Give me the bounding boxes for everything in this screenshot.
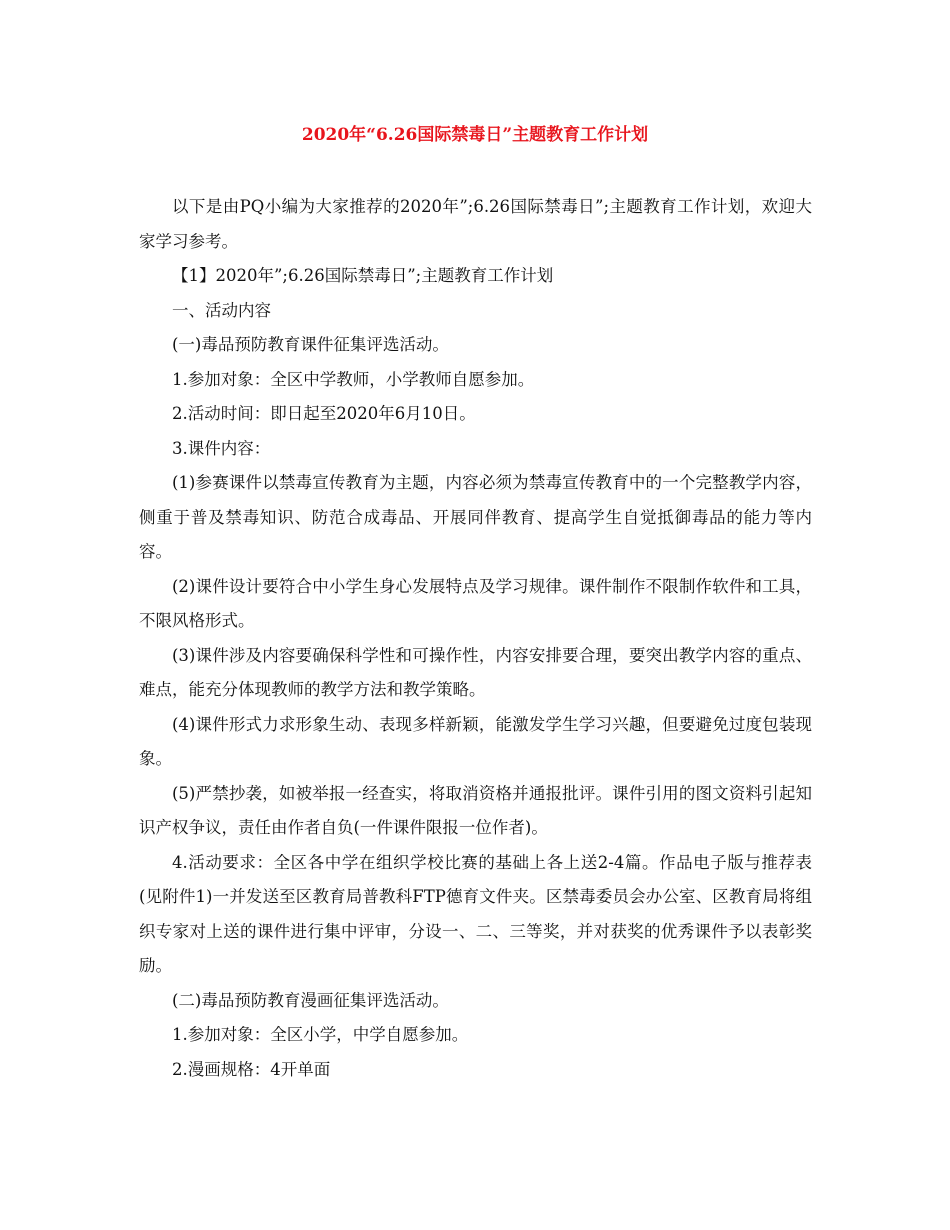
section-heading-1: 【1】2020年”;6.26国际禁毒日”;主题教育工作计划 xyxy=(172,266,554,285)
list-item-comic-participants: 1.参加对象：全区小学，中学自愿参加。 xyxy=(172,1025,469,1044)
list-item-content-2: (2)课件设计要符合中小学生身心发展特点及学习规律。课件制作不限制作软件和工具，不限风格形式。 xyxy=(139,576,812,630)
document-body xyxy=(139,190,812,1087)
list-item-content-3: (3)课件涉及内容要确保科学性和可操作性，内容安排要合理，要突出教学内容的重点、难点，能充分体现教师的教学方法和教学策略。 xyxy=(139,645,812,699)
section-heading-activities: 一、活动内容 xyxy=(172,300,271,320)
list-item-content-5: (5)严禁抄袭，如被举报一经查实，将取消资格并通报批评。课件引用的图文资料引起知识产权争议，责任由作者自负(一件课件限报一位作者)。 xyxy=(139,783,812,837)
list-item-participants: 1.参加对象：全区中学教师，小学教师自愿参加。 xyxy=(172,369,535,389)
list-item-requirements: 4.活动要求：全区各中学在组织学校比赛的基础上各上送2-4篇。作品电子版与推荐表(见附件1)一并发送至区教育局普教科FTP德育文件夹。区禁毒委员会办公室、区教育局将组织专家对上送的课件进行集中评审，分设一、二、三等奖，并对获奖的优秀课件予以表彰奖励。 xyxy=(139,852,812,975)
subsection-courseware: (一)毒品预防教育课件征集评选活动。 xyxy=(172,335,449,354)
subsection-comics: (二)毒品预防教育漫画征集评选活动。 xyxy=(172,990,449,1010)
list-item-time: 2.活动时间：即日起至2020年6月10日。 xyxy=(172,404,476,423)
intro-paragraph: 以下是由PQ小编为大家推荐的2020年”;6.26国际禁毒日”;主题教育工作计划，欢迎大家学习参考。 xyxy=(139,197,812,251)
list-item-content: 3.课件内容： xyxy=(172,438,271,458)
list-item-content-1: (1)参赛课件以禁毒宣传教育为主题，内容必须为禁毒宣传教育中的一个完整教学内容，侧重于普及禁毒知识、防范合成毒品、开展同伴教育、提高学生自觉抵御毒品的能力等内容。 xyxy=(139,473,812,561)
document-title: 2020年“6.26国际禁毒日”主题教育工作计划 xyxy=(301,125,649,145)
list-item-comic-spec: 2.漫画规格：4开单面 xyxy=(172,1059,331,1079)
list-item-content-4: (4)课件形式力求形象生动、表现多样新颖，能激发学生学习兴趣，但要避免过度包装现象。 xyxy=(139,714,812,768)
